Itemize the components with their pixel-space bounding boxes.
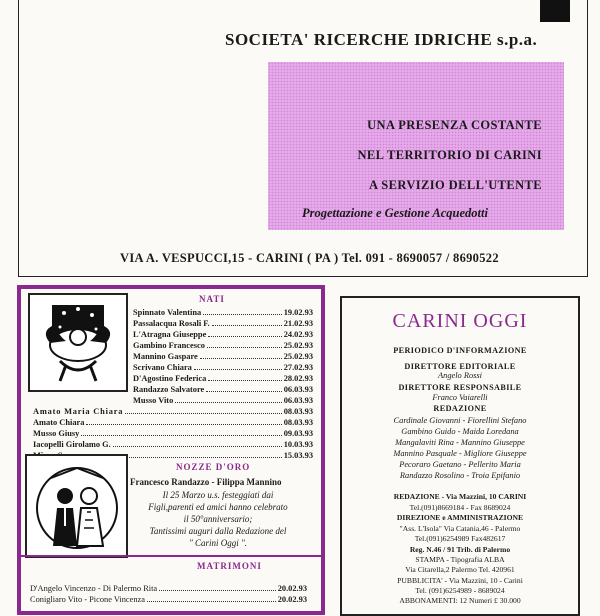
ad-address: VIA A. VESPUCCI,15 - CARINI ( PA ) Tel. 091 - 8690057 / 8690522 — [120, 251, 499, 265]
redazione-names: Randazzo Rosolino - Troia Epifanio — [399, 471, 521, 480]
list-item: Mannino Gaspare 25.02.93 — [133, 352, 313, 361]
company-name: SOCIETA' RICERCHE IDRICHE s.p.a. — [225, 30, 538, 49]
info-line: Tel.(091)6254989 Fax482617 — [414, 534, 506, 543]
nozze-couple: Francesco Randazzo - Filippa Mannino — [130, 477, 282, 487]
info-line: PUBBLICITA' - Via Mazzini, 10 - Carini — [397, 576, 523, 585]
redazione-names: Pecoraro Gaetano - Pellerito Maria — [399, 460, 521, 469]
direttore-responsabile-label: DIRETTORE RESPONSABILE — [398, 383, 522, 392]
redazione-names: Mannino Pasquale - Migliore Giuseppe — [393, 449, 527, 458]
list-item: Musso Vito 06.03.93 — [133, 396, 313, 405]
masthead-box — [340, 296, 580, 616]
redazione-names: Cardinale Giovanni - Fiorellini Stefano — [393, 416, 527, 425]
nozze-text-line: il 50°anniversario; — [183, 514, 253, 524]
list-item: Randazzo Salvatore 06.03.93 — [133, 385, 313, 394]
cherub-icon — [30, 295, 126, 390]
nati-heading: NATI — [199, 294, 225, 304]
list-item: 15.03.93 — [33, 450, 313, 460]
masthead-subtitle: PERIODICO D'INFORMAZIONE — [393, 346, 527, 355]
list-item: Gambino Francesco 25.02.93 — [133, 341, 313, 350]
info-line: Tel. (091)6254989 - 8689024 — [415, 586, 505, 595]
masthead-title: CARINI OGGI — [392, 310, 528, 332]
direttore-responsabile: Franco Vaiarelli — [432, 393, 488, 402]
divider — [21, 555, 321, 557]
list-item: Passalacqua Rosali F. 21.02.93 — [133, 319, 313, 328]
couple-illustration — [25, 454, 128, 558]
nozze-text-line: " Carini Oggi ". — [188, 538, 248, 548]
ad-highlight-box — [268, 62, 564, 230]
list-item: D'Angelo Vincenzo - Di Palermo Rita 20.02.93 — [30, 584, 307, 593]
info-line: "Ass. L'Isola" Via Catania,46 - Palermo — [399, 524, 521, 533]
ad-line-2: NEL TERRITORIO DI CARINI — [357, 148, 542, 162]
matrimoni-heading: MATRIMONI — [197, 561, 262, 571]
info-line: ABBONAMENTI: 12 Numeri £ 30.000 — [399, 596, 521, 605]
ad-tagline: Progettazione e Gestione Acquedotti — [302, 206, 488, 220]
direttore-editoriale: Angelo Rossi — [438, 371, 482, 380]
list-item: Musso Giusy 09.03.93 — [33, 429, 313, 438]
ad-line-1: UNA PRESENZA COSTANTE — [367, 118, 542, 132]
info-line: DIREZIONE e AMMINISTRAZIONE — [396, 513, 524, 522]
nozze-text-line: Tantissimi auguri dalla Redazione del — [149, 526, 287, 536]
cherub-illustration — [28, 293, 128, 392]
list-item: Amato Maria Chiara 08.03.93 — [33, 407, 313, 416]
nozze-heading: NOZZE D'ORO — [176, 462, 251, 472]
list-item: Conigliaro Vito - Picone Vincenza 20.02.93 — [30, 595, 307, 604]
info-line: Reg. N.46 / 91 Trib. di Palermo — [409, 545, 511, 554]
info-line: Via Citarella,2 Palermo Tel. 420961 — [405, 565, 515, 574]
company-logo — [222, 0, 444, 10]
info-line: Tel.(091)8669184 - Fax 8689024 — [409, 503, 511, 512]
couple-icon — [27, 456, 126, 556]
redazione-names: Mangalaviti Rina - Mannino Giuseppe — [395, 438, 525, 447]
redazione-label: REDAZIONE — [433, 404, 487, 413]
nozze-text-line: Figli,parenti ed amici hanno celebrato — [148, 502, 288, 512]
list-item: Spinnato Valentina 19.02.93 — [133, 308, 313, 317]
list-item: D'Agostino Federica 28.02.93 — [133, 374, 313, 383]
logo-bar — [540, 0, 570, 22]
direttore-editoriale-label: DIRETTORE EDITORIALE — [404, 362, 516, 371]
list-item: L'Atragna Giuseppe 24.02.93 — [133, 330, 313, 339]
info-line: REDAZIONE - Via Mazzini, 10 CARINI — [393, 492, 527, 501]
list-item: Iacopelli Girolamo G. 10.03.93 — [33, 440, 313, 449]
redazione-names: Gambino Guido - Maida Loredana — [401, 427, 519, 436]
ad-line-3: A SERVIZIO DELL'UTENTE — [369, 178, 542, 192]
list-item: Amato Chiara 08.03.93 — [33, 418, 313, 427]
info-line: STAMPA - Tipografia ALBA — [415, 555, 505, 564]
list-item: Scrivano Chiara 27.02.93 — [133, 363, 313, 372]
nozze-text-line: Il 25 Marzo u.s. festeggiati dai — [162, 490, 274, 500]
